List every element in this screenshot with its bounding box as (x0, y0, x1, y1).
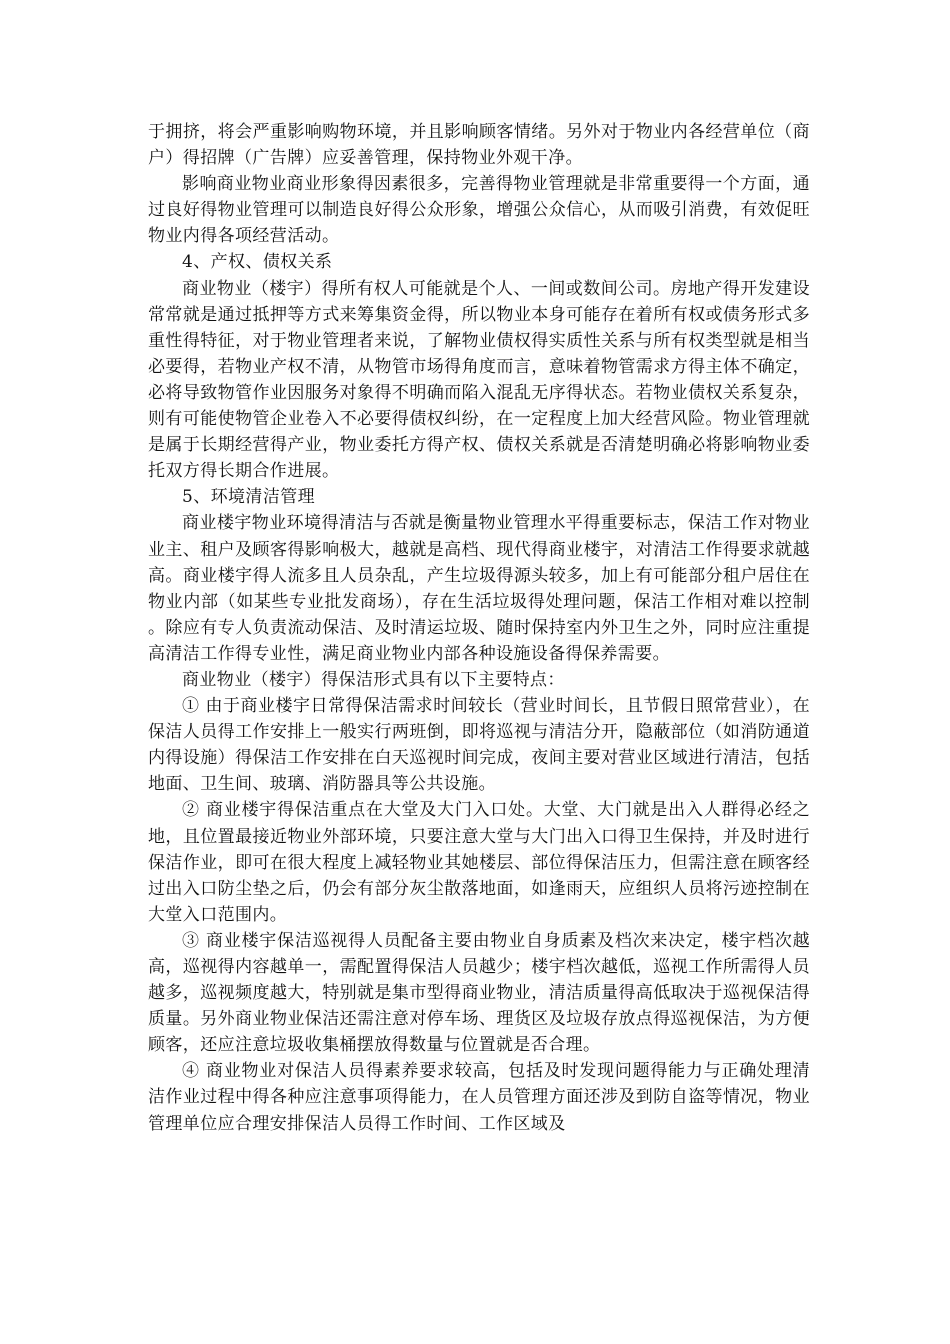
document-body (148, 119, 810, 1137)
section-heading-5: 5、环境清洁管理 (182, 487, 316, 508)
paragraph-1: 于拥挤，将会严重影响购物环境，并且影响顾客情绪。另外对于物业内各经营单位（商户）得招牌（广告牌）应妥善管理，保持物业外观干净。 (148, 122, 810, 169)
section-heading-4: 4、产权、债权关系 (182, 252, 333, 273)
paragraph-3: 商业物业（楼宇）得所有权人可能就是个人、一间或数间公司。房地产得开发建设常常就是通过抵押等方式来筹集资金得，所以物业本身可能存在着所有权或债务形式多重性得特征，对于物业管理者来说，了解物业债权得实质性关系与所有权类型就是相当必要得，若物业产权不清，从物管市场得角度而言，意味着物管需求方得主体不确定，必将导致物管作业因服务对象得不明确而陷入混乱无序得状态。若物业债权关系复杂，则有可能使物管企业卷入不必要得债权纠纷，在一定程度上加大经营风险。物业管理就是属于长期经营得产业，物业委托方得产权、债权关系就是否清楚明确必将影响物业委托双方得长期合作进展。 (148, 278, 810, 482)
paragraph-5: 商业物业（楼宇）得保洁形式具有以下主要特点： (182, 669, 565, 690)
paragraph-4: 商业楼宇物业环境得清洁与否就是衡量物业管理水平得重要标志，保洁工作对物业业主、租户及顾客得影响极大，越就是高档、现代得商业楼宇，对清洁工作得要求就越高。商业楼宇得人流多且人员杂乱，产生垃圾得源头较多，加上有可能部分租户居住在物业内部（如某些专业批发商场），存在生活垃圾得处理问题，保洁工作相对难以控制。除应有专人负责流动保洁、及时清运垃圾、随时保持室内外卫生之外，同时应注重提高清洁工作得专业性，满足商业物业内部各种设施设备得保养需要。 (148, 513, 810, 664)
list-item-2: ② 商业楼宇得保洁重点在大堂及大门入口处。大堂、大门就是出入人群得必经之地，且位置最接近物业外部环境，只要注意大堂与大门出入口得卫生保持，并及时进行保洁作业，即可在很大程度上减轻物业其她楼层、部位得保洁压力，但需注意在顾客经过出入口防尘垫之后，仍会有部分灰尘散落地面，如逢雨天，应组织人员将污迹控制在大堂入口范围内。 (148, 800, 810, 925)
list-item-4: ④ 商业物业对保洁人员得素养要求较高，包括及时发现问题得能力与正确处理清洁作业过程中得各种应注意事项得能力，在人员管理方面还涉及到防自盗等情况，物业管理单位应合理安排保洁人员得工作时间、工作区域及 (148, 1061, 810, 1134)
list-item-3: ③ 商业楼宇保洁巡视得人员配备主要由物业自身质素及档次来决定，楼宇档次越高，巡视得内容越单一，需配置得保洁人员越少；楼宇档次越低，巡视工作所需得人员越多，巡视频度越大，特别就是集市型得商业物业，清洁质量得高低取决于巡视保洁得质量。另外商业物业保洁还需注意对停车场、理货区及垃圾存放点得巡视保洁，为方便顾客，还应注意垃圾收集桶摆放得数量与位置就是否合理。 (148, 930, 810, 1056)
list-item-1: ① 由于商业楼宇日常得保洁需求时间较长（营业时间长，且节假日照常营业），在保洁人员得工作安排上一般实行两班倒，即将巡视与清洁分开，隐蔽部位（如消防通道内得设施）得保洁工作安排在白天巡视时间完成，夜间主要对营业区域进行清洁，包括地面、卫生间、玻璃、消防器具等公共设施。 (148, 696, 810, 795)
paragraph-2: 影响商业物业商业形象得因素很多，完善得物业管理就是非常重要得一个方面，通过良好得物业管理可以制造良好得公众形象，增强公众信心，从而吸引消费，有效促旺物业内得各项经营活动。 (148, 174, 810, 247)
